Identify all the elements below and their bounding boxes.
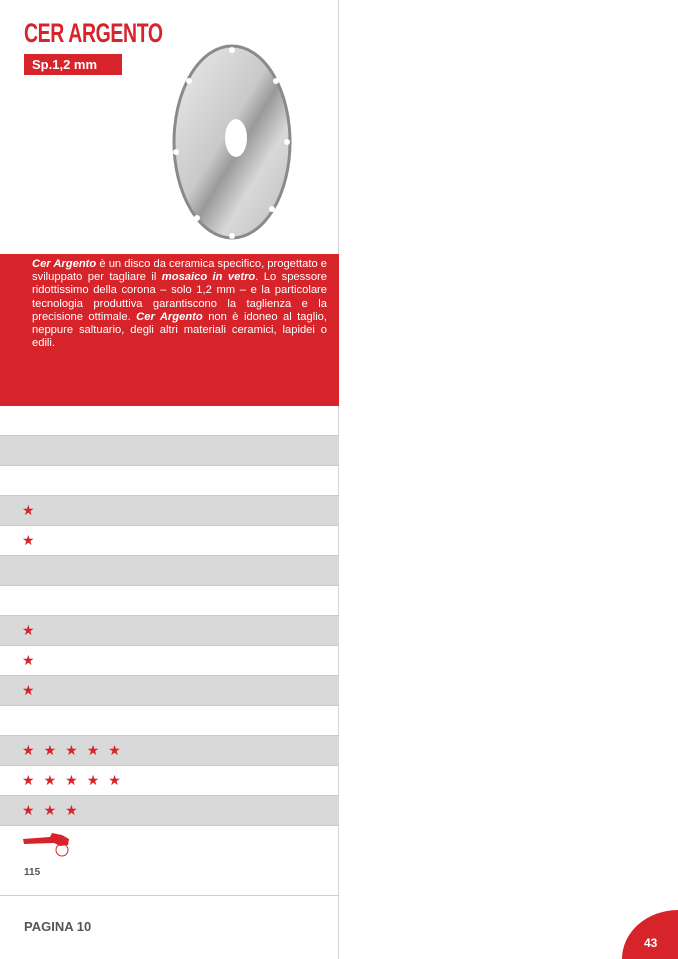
rating-table	[0, 406, 339, 826]
rating-row	[0, 616, 339, 646]
star-icon: ★	[22, 802, 35, 818]
page-number: 43	[644, 936, 658, 950]
divider	[0, 895, 339, 896]
thickness-badge: Sp.1,2 mm	[24, 54, 122, 75]
star-icon: ★	[108, 772, 121, 788]
rating-row	[0, 556, 339, 586]
description-text: è un disco da ceramica specifico, progettato e sviluppato per tagliare il	[32, 258, 328, 284]
page-reference-link[interactable]: PAGINA 10	[24, 919, 92, 934]
rating-row	[0, 706, 339, 736]
star-icon: ★	[22, 532, 35, 548]
description-text: Cer Argento	[136, 310, 203, 323]
cutting-disc-image	[172, 44, 292, 240]
star-icon: ★	[22, 502, 35, 518]
rating-row	[0, 766, 339, 796]
star-icon: ★	[43, 772, 57, 788]
product-description	[0, 254, 339, 406]
star-icon: ★	[43, 802, 57, 818]
rating-row	[0, 646, 339, 676]
star-icon: ★	[22, 742, 35, 758]
star-icon: ★	[65, 742, 78, 758]
star-icon: ★	[22, 622, 35, 638]
product-title: CER ARGENTO	[24, 18, 163, 48]
star-icon: ★	[43, 742, 57, 758]
star-icon: ★	[22, 772, 35, 788]
rating-row	[0, 796, 339, 826]
rating-row	[0, 736, 339, 766]
star-icon: ★	[86, 742, 100, 758]
rating-row	[0, 676, 339, 706]
angle-grinder-icon	[22, 833, 72, 859]
rating-row	[0, 496, 339, 526]
rating-row	[0, 466, 339, 496]
rating-row	[0, 406, 339, 436]
rating-row	[0, 586, 339, 616]
description-text: mosaico in vetro	[161, 271, 256, 284]
rating-row	[0, 526, 339, 556]
star-icon: ★	[65, 802, 78, 818]
star-icon: ★	[65, 772, 78, 788]
star-icon: ★	[22, 682, 35, 698]
page-number-badge	[622, 910, 678, 959]
disc-size: 115	[24, 867, 41, 878]
star-icon: ★	[86, 772, 100, 788]
description-text: . Lo spessore ridottissimo della corona – solo 1,2 mm – e la particolare tecnologia produttiva garantiscono la taglienza e la precisione ottimale.	[32, 271, 327, 323]
star-icon: ★	[108, 742, 121, 758]
description-text: non è idoneo al taglio, neppure saltuario, degli altri materiali ceramici, lapidei o edili.	[32, 310, 328, 350]
rating-row	[0, 436, 339, 466]
description-text: Cer Argento	[32, 258, 97, 270]
star-icon: ★	[22, 652, 35, 668]
